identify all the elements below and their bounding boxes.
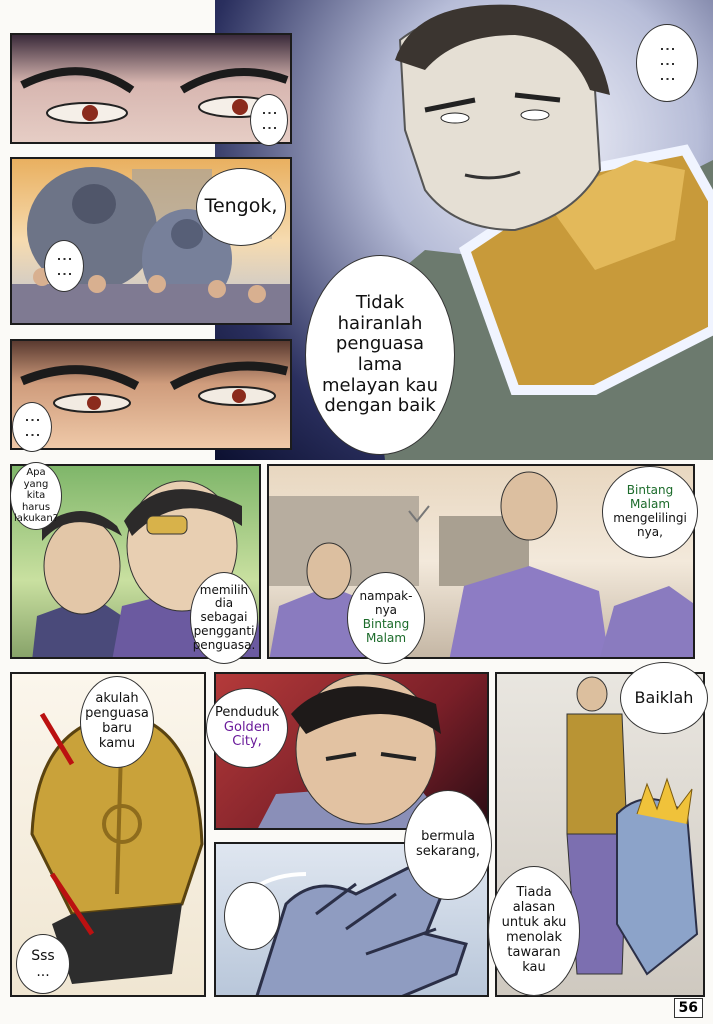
tiada-bubble: Tiada alasan untuk aku menolak tawaran kau [488,866,580,996]
apa-bubble: Apa yang kita harus lakukan? [10,462,62,530]
gauntlet-empty-bubble [224,882,280,950]
tengok-bubble: Tengok, [196,168,286,246]
penduduk-bubble: Penduduk Golden City, [206,688,288,768]
eyes2-dots-bubble: ⋮⋮ [12,402,52,452]
eyes-panel-2 [10,339,292,450]
hero-dots-bubble: ⋮⋮⋮ [636,24,698,102]
eyes-panel-1 [10,33,292,144]
memilih-bubble: memilih dia sebagai pengganti penguasa. [190,572,258,664]
gorilla-dots-bubble: ⋮⋮ [44,240,84,292]
nampak-bubble: nampak- nya Bintang Malam [347,572,425,664]
bintang-bubble: Bintang Malam mengelilingi nya, [602,466,698,558]
sss-bubble: Sss ... [16,934,70,994]
akulah-bubble: akulah penguasa baru kamu [80,676,154,768]
eyes-drawing-2 [12,341,292,450]
baiklah-bubble: Baiklah [620,662,708,734]
page-number: 56 [674,998,703,1018]
tidak-bubble: Tidak hairanlah penguasa lama melayan kau dengan baik [305,255,455,455]
eyes1-dots-bubble: ⋮⋮ [250,94,288,146]
bermula-bubble: bermula sekarang, [404,790,492,900]
